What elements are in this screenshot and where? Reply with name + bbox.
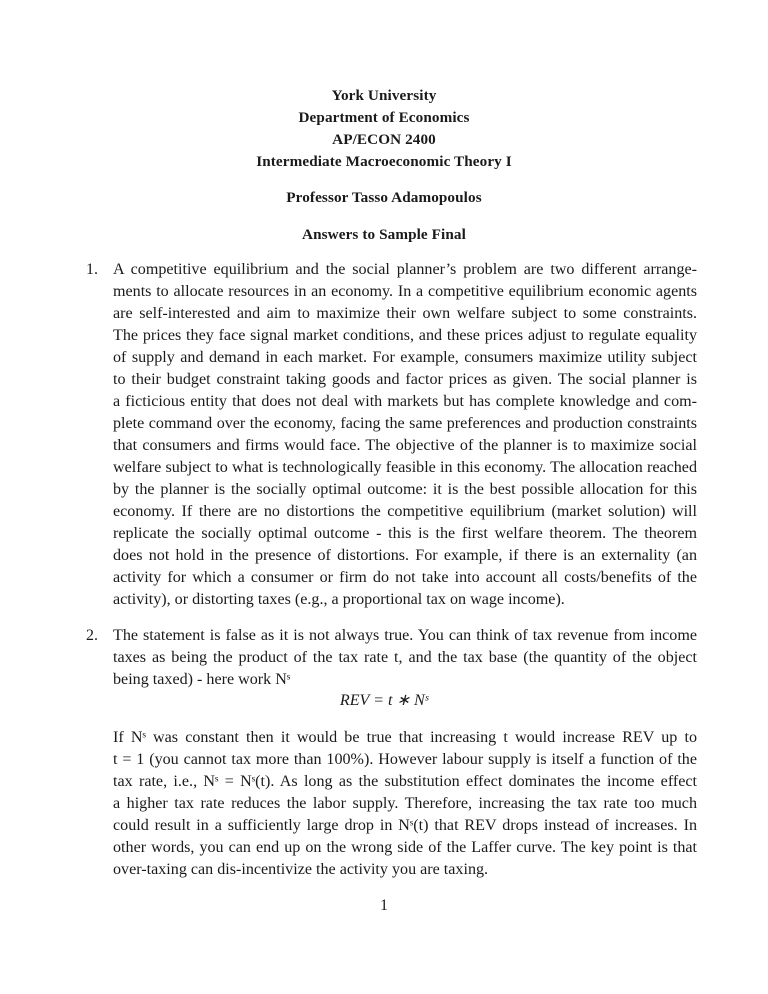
answer-1-line: The prices they face signal market conditions, and these prices adjust to regulate equality (113, 327, 697, 344)
answer-2-number: 2. (86, 627, 98, 644)
answer-2-line: other words, you can end up on the wrong side of the Laffer curve. The key point is that (113, 839, 697, 856)
answer-1-number: 1. (86, 261, 98, 278)
answer-1-line: a ficticious entity that does not deal with markets but has complete knowledge and com- (113, 393, 697, 410)
page-number: 1 (380, 897, 388, 914)
department-heading: Department of Economics (298, 109, 470, 126)
answer-2-line: could result in a sufficiently large drop in Nˢ(t) that REV drops instead of increases. In (113, 817, 697, 834)
answer-1-line: activity for which a consumer or firm do not take into account all costs/benefits of the (113, 569, 697, 586)
answer-2-line: The statement is false as it is not always true. You can think of tax revenue from income (113, 627, 697, 644)
answer-1-line: to their budget constraint taking goods and factor prices as given. The social planner is (113, 371, 697, 388)
answer-1-line: welfare subject to what is technologically feasible in this economy. The allocation reached (113, 459, 697, 476)
answer-1-line: are self-interested and aim to maximize their own welfare subject to some constraints. (113, 305, 697, 322)
answer-1-line: plete command over the economy, facing the same preferences and production constraints (113, 415, 697, 432)
answer-1-line: does not hold in the presence of distortions. For example, if there is an externality (an (113, 547, 697, 564)
course-title-heading: Intermediate Macroeconomic Theory I (256, 153, 512, 170)
answer-2-line: If Nˢ was constant then it would be true that increasing t would increase REV up to (113, 729, 697, 746)
answer-2-line: t = 1 (you cannot tax more than 100%). However labour supply is itself a function of the (113, 751, 697, 768)
answer-2-line: over-taxing can dis-incentivize the activity you are taxing. (113, 861, 489, 878)
answer-1-line: of supply and demand in each market. For example, consumers maximize utility subject (113, 349, 697, 366)
answer-2-line: a higher tax rate reduces the labor supply. Therefore, increasing the tax rate too much (113, 795, 697, 812)
answer-1-line: that consumers and firms would face. The objective of the planner is to maximize social (113, 437, 697, 454)
answer-2-line: being taxed) - here work Nˢ (113, 671, 291, 688)
answer-2-line: taxes as being the product of the tax rate t, and the tax base (the quantity of the object (113, 649, 697, 666)
course-code-heading: AP/ECON 2400 (332, 131, 436, 148)
answer-1-line: ments to allocate resources in an economy. In a competitive equilibrium economic agents (113, 283, 697, 300)
revenue-equation: REV = t ∗ Nˢ (339, 692, 429, 709)
professor-heading: Professor Tasso Adamopoulos (286, 189, 482, 206)
answer-1-line: economy. If there are no distortions the competitive equilibrium (market solution) will (113, 503, 697, 520)
answer-1-line: by the planner is the socially optimal outcome: it is the best possible allocation for this (113, 481, 697, 498)
document-title: Answers to Sample Final (302, 226, 466, 243)
answer-1-line: replicate the socially optimal outcome - this is the first welfare theorem. The theorem (113, 525, 697, 542)
answer-2-line: tax rate, i.e., Nˢ = Nˢ(t). As long as the substitution effect dominates the income effect (113, 773, 697, 790)
answer-1-line: A competitive equilibrium and the social planner’s problem are two different arrange- (113, 261, 697, 278)
answer-1-line: activity), or distorting taxes (e.g., a proportional tax on wage income). (113, 591, 565, 608)
institution-heading: York University (331, 87, 437, 104)
